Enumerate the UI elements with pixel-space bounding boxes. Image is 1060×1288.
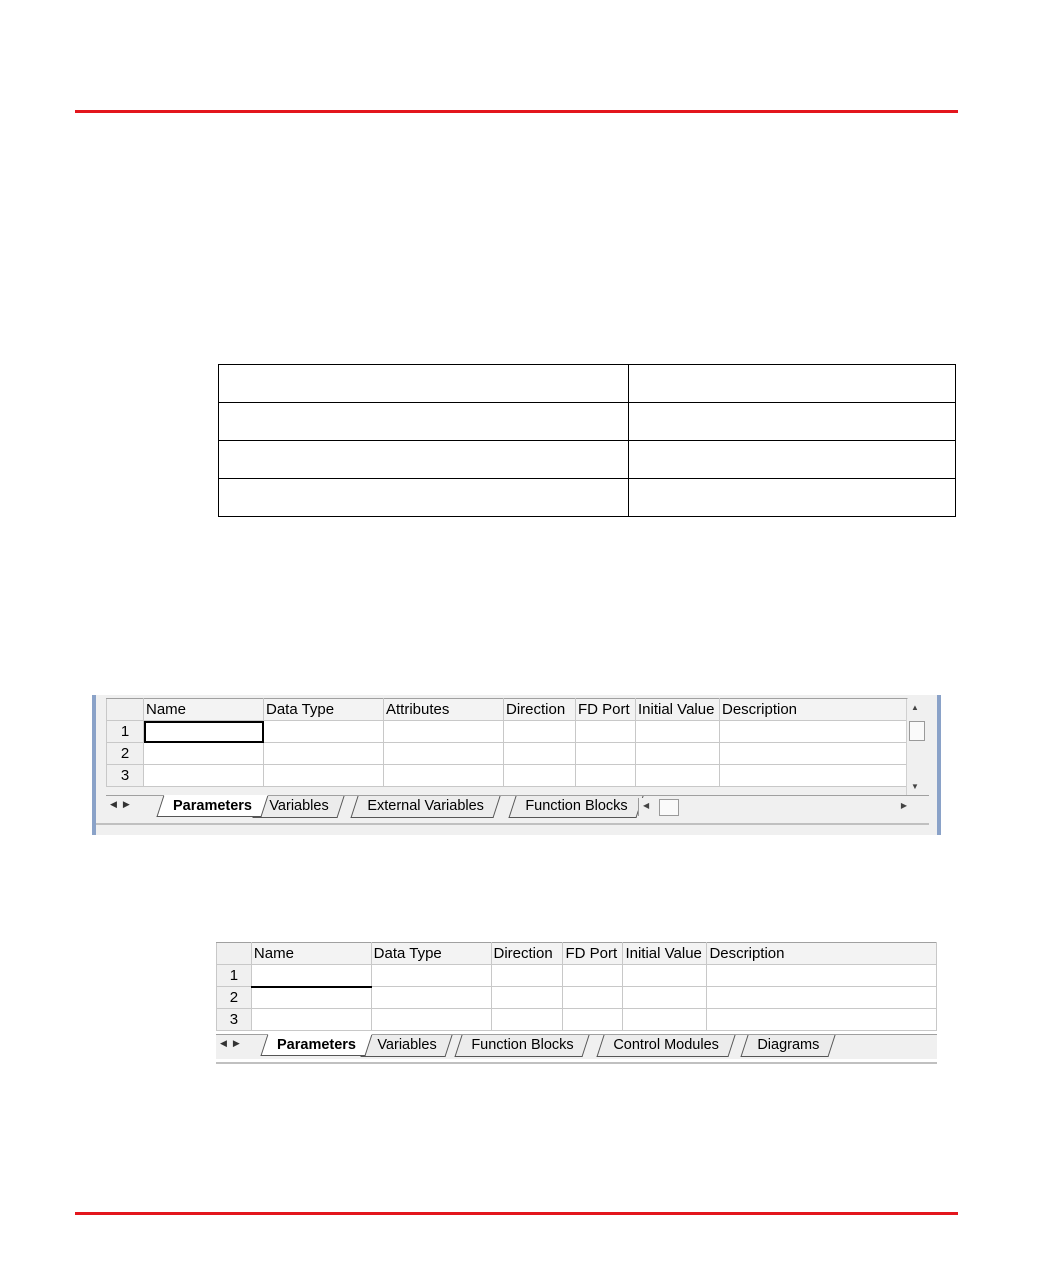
grid-cell[interactable] [720,743,908,765]
column-header-direction[interactable]: Direction [491,943,563,965]
grid-cell[interactable] [707,987,937,1009]
grid-cell[interactable] [576,721,636,743]
vertical-scrollbar[interactable] [906,699,925,795]
tab-scroll-arrows-icon[interactable]: ◀▶ [220,1038,246,1048]
grid-cell[interactable] [623,1009,707,1031]
grid-cell[interactable] [384,721,504,743]
divider [96,823,929,825]
grid-cell[interactable] [371,965,491,987]
tab-function-blocks[interactable]: Function Blocks [454,1035,590,1057]
column-header-direction[interactable]: Direction [504,699,576,721]
tab-function-blocks[interactable]: Function Blocks [508,796,644,818]
grid-cell[interactable] [707,1009,937,1031]
tab-external-variables[interactable]: External Variables [350,796,500,818]
row-header[interactable]: 1 [107,721,144,743]
tab-diagrams[interactable]: Diagrams [740,1035,835,1057]
tab-control-modules[interactable]: Control Modules [596,1035,735,1057]
divider [216,1062,937,1064]
grid-cell[interactable] [264,743,384,765]
grid-cell[interactable] [251,1009,371,1031]
grid-cell[interactable] [623,965,707,987]
grid-cell[interactable] [371,1009,491,1031]
grid-cell[interactable] [504,721,576,743]
column-header-attributes[interactable]: Attributes [384,699,504,721]
grid-cell[interactable] [491,987,563,1009]
row-header[interactable]: 3 [107,765,144,787]
column-header-description[interactable]: Description [720,699,908,721]
grid-cell[interactable] [576,765,636,787]
grid-corner[interactable] [217,943,252,965]
grid-cell[interactable] [491,1009,563,1031]
horizontal-scrollbar[interactable] [638,798,911,816]
grid-cell[interactable] [636,743,720,765]
grid-cell[interactable] [636,765,720,787]
tab-variables[interactable]: Variables [252,796,345,818]
parameter-grid [216,942,937,1031]
parameter-grid [106,698,908,787]
grid-cell[interactable] [504,743,576,765]
grid-cell[interactable] [563,1009,623,1031]
grid-cell[interactable] [576,743,636,765]
table-row [217,1009,937,1031]
table-row [107,765,908,787]
grid-cell[interactable] [636,721,720,743]
scroll-thumb[interactable] [659,799,679,816]
sheet-tab-bar [106,795,929,820]
scroll-right-icon[interactable]: ▶ [900,801,907,810]
tab-parameters[interactable]: Parameters [156,795,268,817]
column-header-data-type[interactable]: Data Type [371,943,491,965]
grid-cell[interactable] [144,765,264,787]
table-row [107,743,908,765]
column-header-name[interactable]: Name [144,699,264,721]
grid-cell[interactable] [563,965,623,987]
grid-cell[interactable] [264,721,384,743]
grid-cell[interactable] [144,743,264,765]
table-row [107,721,908,743]
column-header-initial-value[interactable]: Initial Value [636,699,720,721]
grid-cell[interactable] [623,987,707,1009]
row-header[interactable]: 1 [217,965,252,987]
table-row [219,479,956,517]
tab-variables[interactable]: Variables [360,1035,453,1057]
table-row [219,403,956,441]
column-header-fd-port[interactable]: FD Port [576,699,636,721]
grid-cell[interactable] [371,987,491,1009]
row-header[interactable]: 2 [107,743,144,765]
column-header-name[interactable]: Name [251,943,371,965]
table-row [219,441,956,479]
grid-cell[interactable] [720,765,908,787]
scroll-down-icon[interactable]: ▼ [911,782,919,791]
grid-cell[interactable] [563,987,623,1009]
name-cell[interactable] [251,965,371,987]
scroll-left-icon[interactable]: ◀ [643,801,650,810]
row-header[interactable]: 2 [217,987,252,1009]
header-rule [75,110,958,113]
grid-cell[interactable] [707,965,937,987]
reference-table [218,364,956,517]
grid-corner[interactable] [107,699,144,721]
parameter-editor-short [216,942,937,1077]
grid-cell[interactable] [504,765,576,787]
grid-cell[interactable] [251,987,371,1009]
parameter-editor-full [92,695,941,835]
tab-scroll-arrows-icon[interactable]: ◀▶ [110,799,136,809]
grid-cell[interactable] [384,765,504,787]
table-row [217,987,937,1009]
tab-parameters[interactable]: Parameters [260,1034,372,1056]
table-row [217,965,937,987]
grid-cell[interactable] [491,965,563,987]
grid-cell[interactable] [720,721,908,743]
row-header[interactable]: 3 [217,1009,252,1031]
name-cell[interactable] [144,721,264,743]
grid-cell[interactable] [264,765,384,787]
grid-cell[interactable] [384,743,504,765]
column-header-initial-value[interactable]: Initial Value [623,943,707,965]
table-row [219,365,956,403]
column-header-data-type[interactable]: Data Type [264,699,384,721]
column-header-fd-port[interactable]: FD Port [563,943,623,965]
footer-rule [75,1212,958,1215]
column-header-description[interactable]: Description [707,943,937,965]
sheet-tab-bar [216,1034,937,1059]
scroll-up-icon[interactable]: ▲ [911,703,919,712]
scroll-thumb[interactable] [909,721,925,741]
